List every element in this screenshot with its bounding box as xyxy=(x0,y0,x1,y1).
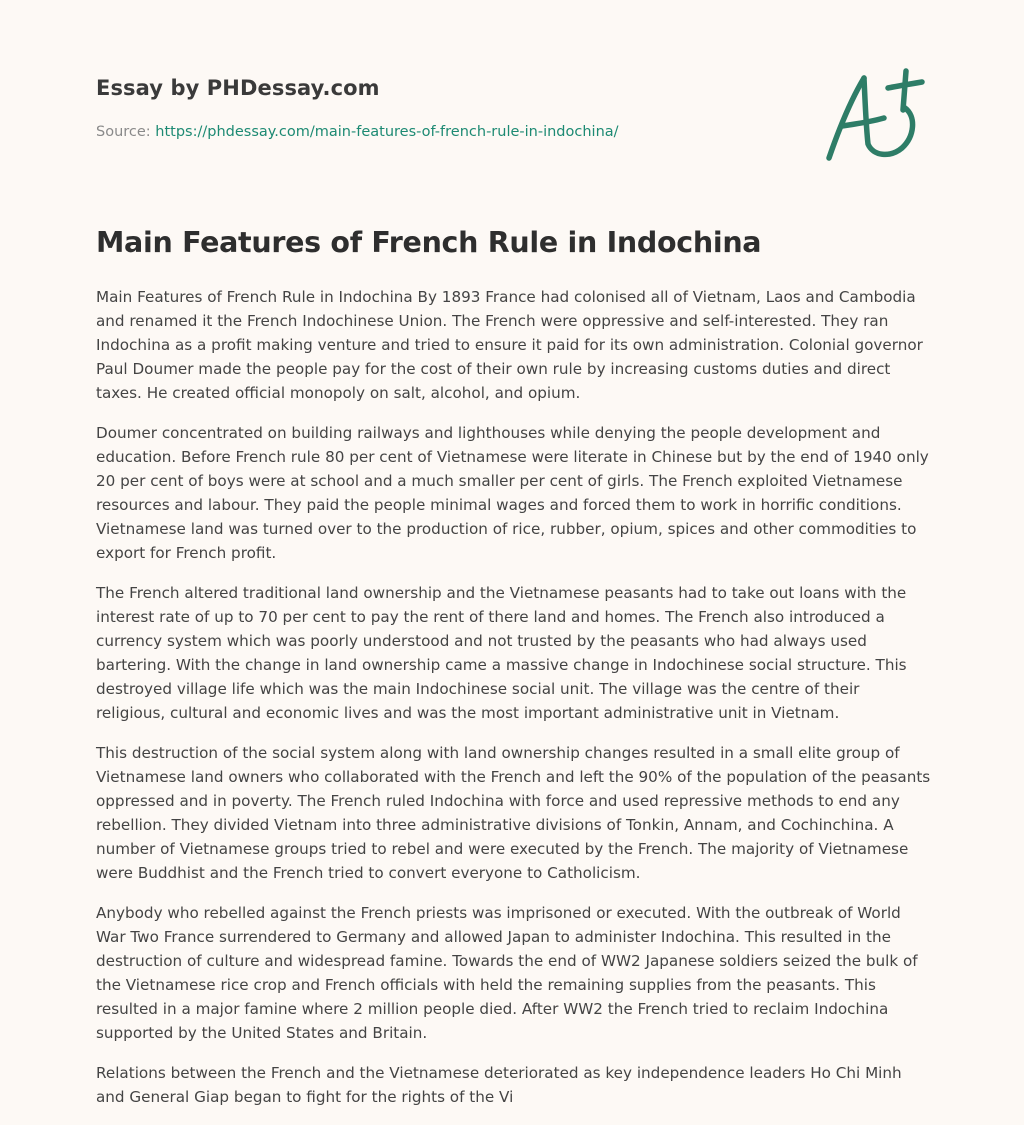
source-link[interactable]: https://phdessay.com/main-features-of-french-rule-in-indochina/ xyxy=(155,124,619,140)
essay-paragraph: This destruction of the social system along with land ownership changes resulted in a small elite group of Vietnamese land owners who collaborated with the French and left the 90% of the population of the peasants oppressed and in poverty. The French ruled Indochina with force and used repressive methods to end any rebellion. They divided Vietnam into three administrative divisions of Tonkin, Annam, and Cochinchina. A number of Vietnamese groups tried to rebel and were executed by the French. The majority of Vietnamese were Buddhist and the French tried to convert everyone to Catholicism. xyxy=(96,744,931,882)
essay-paragraph: Doumer concentrated on building railways and lighthouses while denying the people development and education. Before French rule 80 per cent of Vietnamese were literate in Chinese but by the end of 1940 only 20 per cent of boys were at school and a much smaller per cent of girls. The French exploited Vietnamese resources and labour. They paid the people minimal wages and forced them to work in horrific conditions. Vietnamese land was turned over to the production of rice, rubber, opium, spices and other commodities to export for French profit. xyxy=(96,424,929,562)
essay-body xyxy=(96,285,932,1125)
essay-paragraph: Relations between the French and the Vietnamese deteriorated as key independence leaders Ho Chi Minh and General Giap began to fight for the rights of the Vi xyxy=(96,1064,902,1106)
site-title: Essay by PHDessay.com xyxy=(96,76,380,100)
source-label: Source: xyxy=(96,124,156,140)
a-plus-grade-icon xyxy=(818,64,930,168)
essay-paragraph: The French altered traditional land ownership and the Vietnamese peasants had to take out loans with the interest rate of up to 70 per cent to pay the rent of there land and homes. The French also introduced a currency system which was poorly understood and not trusted by the peasants who had always used bartering. With the change in land ownership came a massive change in Indochinese social structure. This destroyed village life which was the main Indochinese social unit. The village was the centre of their religious, cultural and economic lives and was the most important administrative unit in Vietnam. xyxy=(96,584,907,722)
source-line xyxy=(96,124,619,140)
essay-paragraph: Anybody who rebelled against the French priests was imprisoned or executed. With the outbreak of World War Two France surrendered to Germany and allowed Japan to administer Indochina. This resulted in the destruction of culture and widespread famine. Towards the end of WW2 Japanese soldiers seized the bulk of the Vietnamese rice crop and French officials with held the remaining supplies from the peasants. This resulted in a major famine where 2 million people died. After WW2 the French tried to reclaim Indochina supported by the United States and Britain. xyxy=(96,904,918,1042)
essay-paragraph: Main Features of French Rule in Indochina By 1893 France had colonised all of Vietnam, Laos and Cambodia and renamed it the French Indochinese Union. The French were oppressive and self-interested. They ran Indochina as a profit making venture and tried to ensure it paid for its own administration. Colonial governor Paul Doumer made the people pay for the cost of their own rule by increasing customs duties and direct taxes. He created official monopoly on salt, alcohol, and opium. xyxy=(96,288,923,402)
essay-title: Main Features of French Rule in Indochina xyxy=(96,226,762,259)
